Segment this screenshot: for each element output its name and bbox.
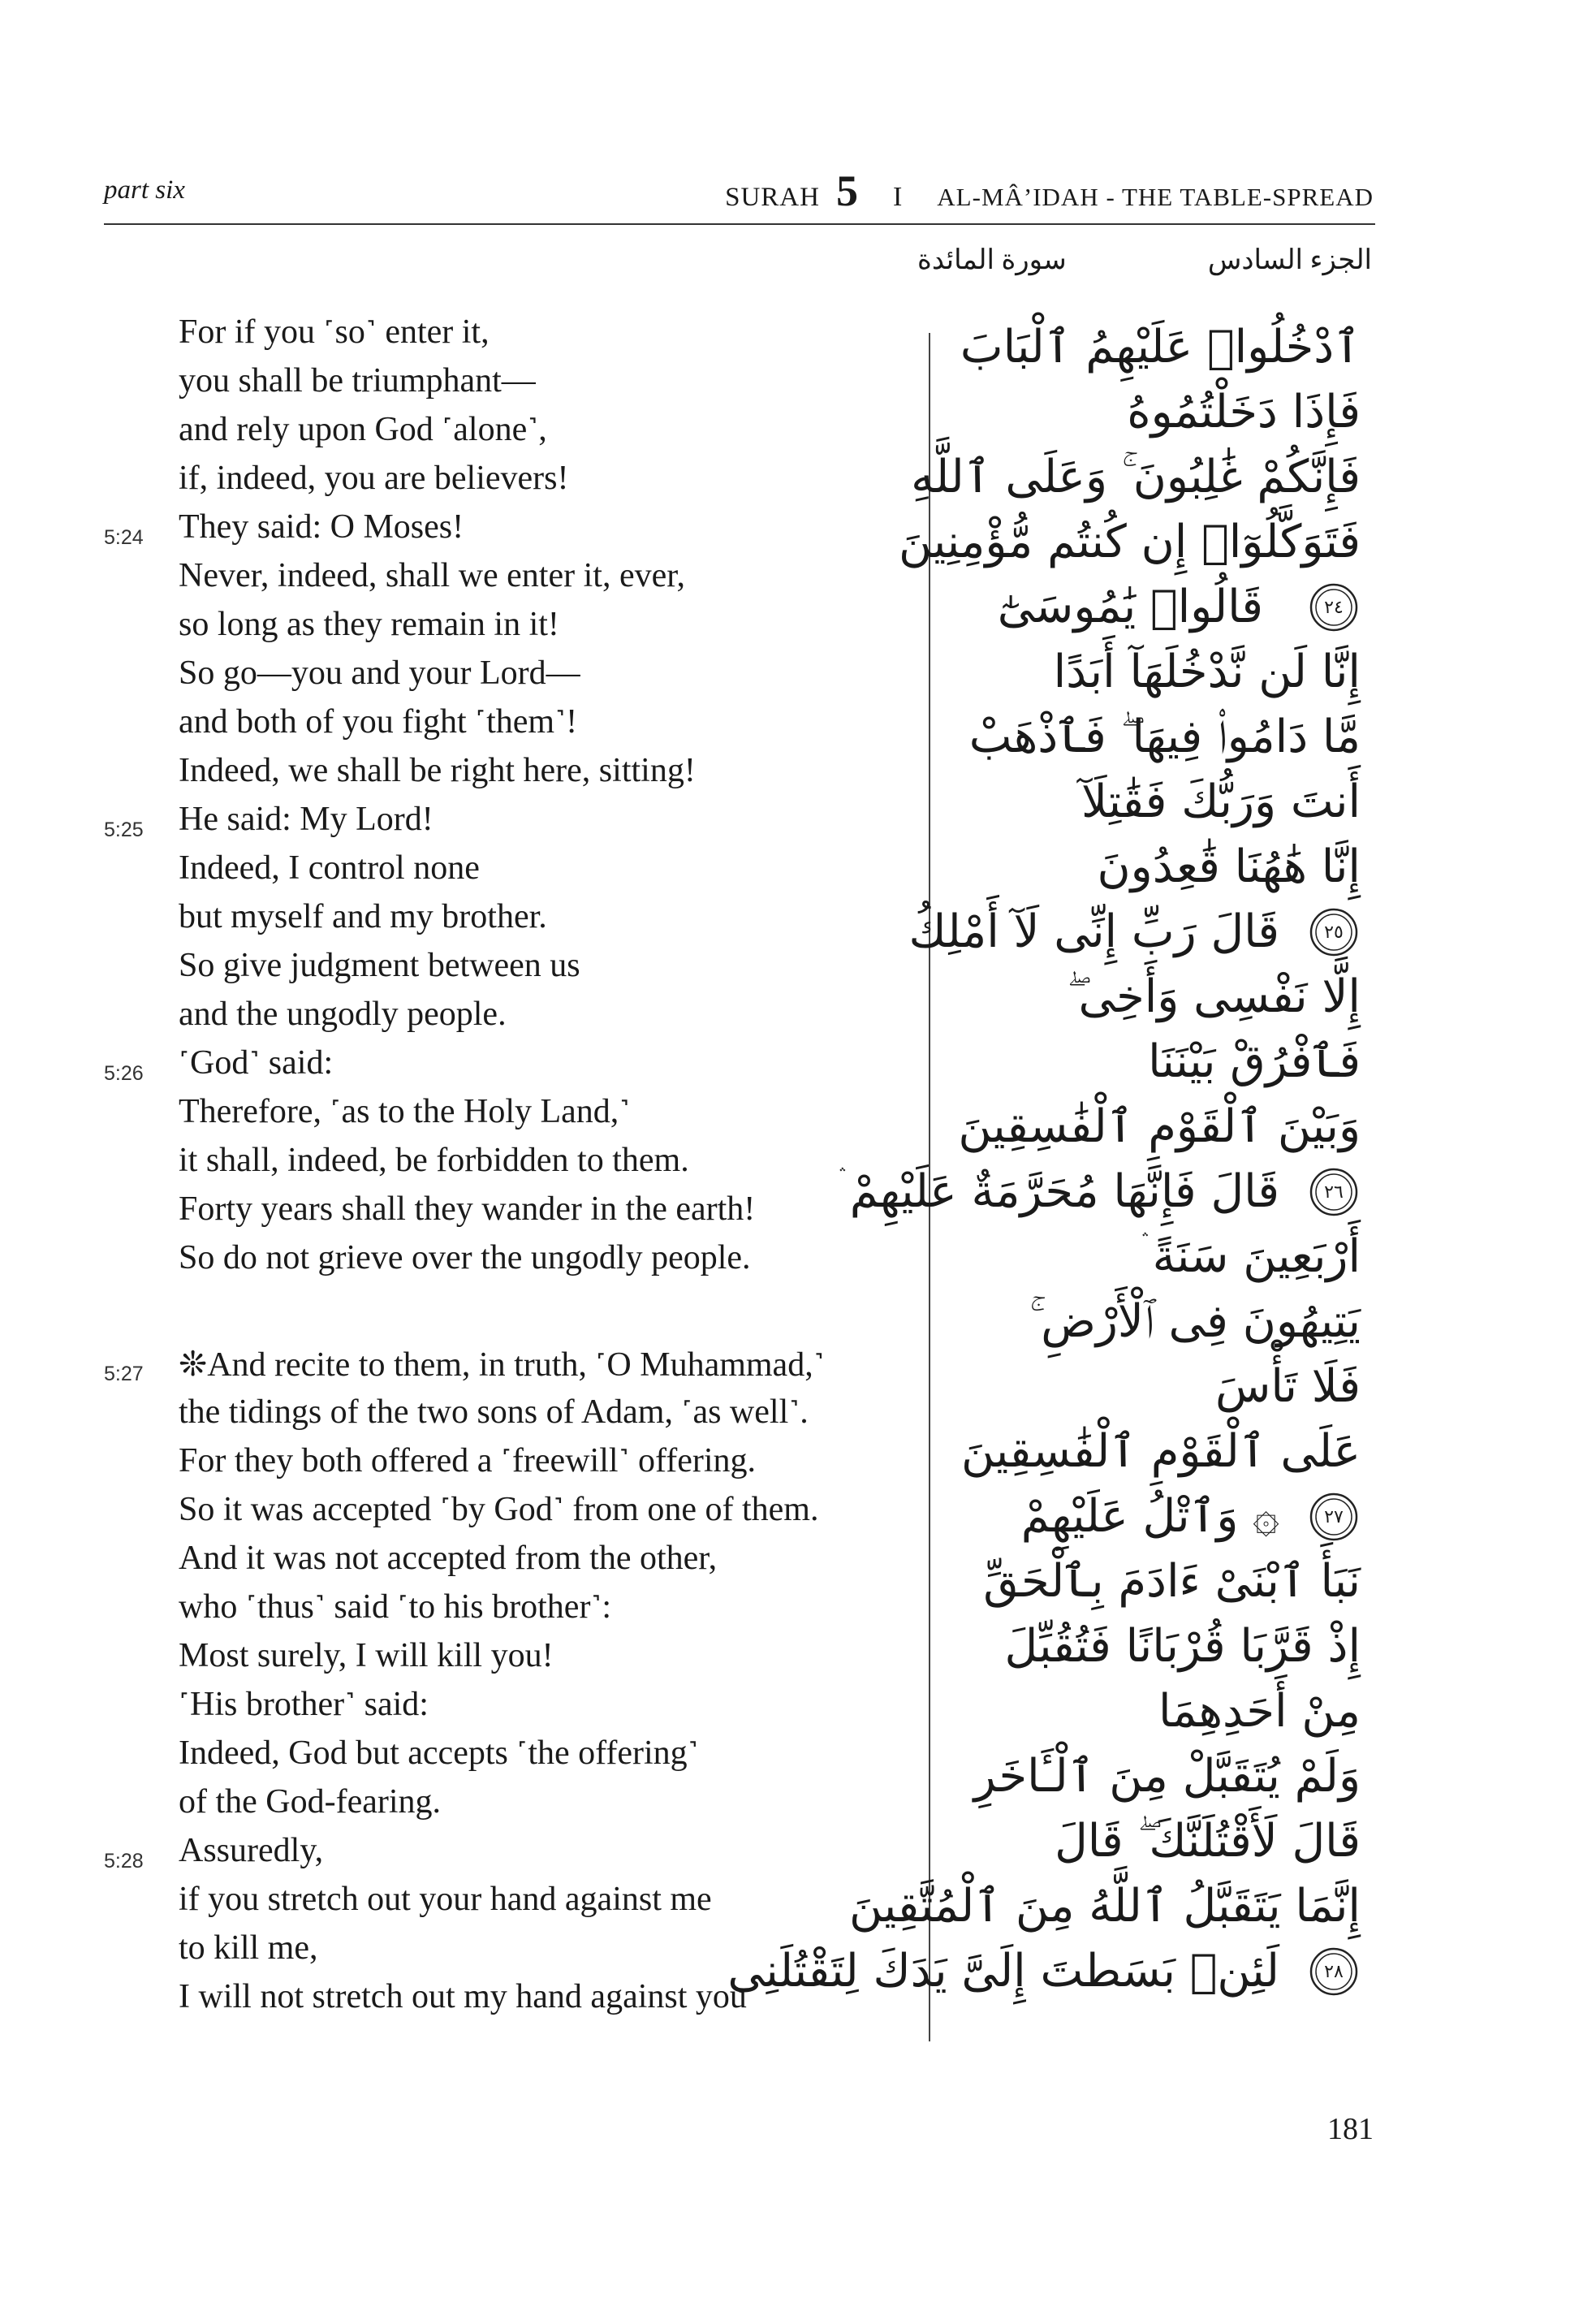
english-line: For they both offered a ˹freewill˺ offering. <box>179 1442 757 1479</box>
english-line: Forty years shall they wander in the earth! <box>179 1190 756 1228</box>
arabic-line: إِنَّمَا يَتَقَبَّلُ ٱللَّهُ مِنَ ٱلْمُتَّقِينَ <box>849 1880 1361 1933</box>
ayah-marker <box>1307 1945 1361 1998</box>
english-line: and both of you fight ˹them˺! <box>179 703 578 741</box>
arabic-line: نَبَأَ ٱبْنَىْ ءَادَمَ بِٱلْحَقِّ <box>983 1555 1361 1608</box>
arabic-line: قَالَ فَإِنَّهَا مُحَرَّمَةٌ عَلَيْهِمْ ۛ <box>838 1165 1279 1218</box>
ayah-marker <box>1307 905 1361 959</box>
arabic-line: وَلَمْ يُتَقَبَّلْ مِنَ ٱلْـَٔاخَرِ <box>973 1750 1361 1803</box>
arabic-line: فَإِنَّكُمْ غَٰلِبُونَ ۚ وَعَلَى ٱللَّهِ <box>911 451 1361 503</box>
surah-heading <box>725 166 1374 215</box>
arabic-line: إِنَّا هَٰهُنَا قَٰعِدُونَ <box>1097 840 1361 893</box>
english-line: of the God-fearing. <box>179 1783 442 1821</box>
arabic-line: أَرْبَعِينَ سَنَةً ۛ <box>1141 1230 1361 1283</box>
english-line: So go—you and your Lord— <box>179 654 580 692</box>
arabic-line: مِنْ أَحَدِهِمَا <box>1158 1685 1361 1738</box>
arabic-line: مَّا دَامُوا۟ فِيهَا ۖ فَٱذْهَبْ <box>968 711 1361 763</box>
verse-number: 5:27 <box>104 1363 144 1385</box>
english-line: So it was accepted ˹by God˺ from one of them. <box>179 1491 819 1528</box>
english-line: Indeed, we shall be right here, sitting! <box>179 752 696 789</box>
arabic-line: فَتَوَكَّلُوٓا۟ إِن كُنتُم مُّؤْمِنِينَ <box>898 516 1361 568</box>
arabic-line: عَلَى ٱلْقَوْمِ ٱلْفَٰسِقِينَ <box>960 1425 1361 1478</box>
english-line: ❊And recite to them, in truth, ˹O Muhammad,˺ <box>179 1346 825 1384</box>
english-line: Indeed, I control none <box>179 849 480 887</box>
arabic-line: يَتِيهُونَ فِى ٱلْأَرْضِ ۚ <box>1029 1295 1361 1348</box>
arabic-line: فَإِذَا دَخَلْتُمُوهُ <box>1127 386 1361 438</box>
english-line: They said: O Moses! <box>179 508 464 546</box>
ayah-number: ٢٨ <box>1324 1961 1344 1982</box>
english-line: So do not grieve over the ungodly people. <box>179 1239 751 1276</box>
english-line: if, indeed, you are believers! <box>179 460 569 497</box>
page-number: 181 <box>1327 2112 1374 2146</box>
english-line: Most surely, I will kill you! <box>179 1637 554 1674</box>
arabic-line: إِلَّا نَفْسِى وَأَخِى ۖ <box>1067 970 1361 1023</box>
english-line: ˹His brother˺ said: <box>179 1686 429 1723</box>
arabic-line: ٱدْخُلُوا۟ عَلَيْهِمُ ٱلْبَابَ <box>960 321 1361 374</box>
arabic-line: فَٱفْرُقْ بَيْنَنَا <box>1148 1035 1361 1088</box>
verse-number: 5:24 <box>104 526 144 549</box>
verse-number: 5:26 <box>104 1062 144 1085</box>
ayah-marker <box>1307 581 1361 634</box>
english-line: ˹God˺ said: <box>179 1044 334 1082</box>
verse-number: 5:28 <box>104 1850 144 1873</box>
arabic-line: فَلَا تَأْسَ <box>1215 1360 1361 1413</box>
english-line: the tidings of the two sons of Adam, ˹as well˺. <box>179 1393 809 1431</box>
english-line: and rely upon God ˹alone˺, <box>179 411 547 448</box>
english-line: Assuredly, <box>179 1832 324 1869</box>
surah-title: AL-MÂ’IDAH - THE TABLE-SPREAD <box>937 183 1374 211</box>
arabic-line: أَنتَ وَرَبُّكَ فَقَٰتِلَآ <box>1081 775 1361 828</box>
english-line: and the ungodly people. <box>179 996 507 1033</box>
arabic-line: قَالَ رَبِّ إِنِّى لَآ أَمْلِكُ <box>908 905 1279 958</box>
english-line: it shall, indeed, be forbidden to them. <box>179 1142 689 1179</box>
arabic-line: وَبَيْنَ ٱلْقَوْمِ ٱلْفَٰسِقِينَ <box>958 1100 1361 1153</box>
arabic-surah-label: سورة المائدة <box>917 245 1067 275</box>
arabic-line: لَئِنۢ بَسَطتَ إِلَىَّ يَدَكَ لِتَقْتُلَنِى <box>727 1945 1279 1998</box>
english-line: Indeed, God but accepts ˹the offering˺ <box>179 1734 699 1772</box>
surah-number: 5 <box>835 166 859 215</box>
ayah-number: ٢٧ <box>1324 1506 1344 1527</box>
arabic-line: إِذْ قَرَّبَا قُرْبَانًا فَتُقُبِّلَ <box>1004 1620 1361 1673</box>
ayah-number: ٢٤ <box>1324 597 1344 618</box>
english-line: you shall be triumphant— <box>179 362 536 400</box>
english-line: Therefore, ˹as to the Holy Land,˺ <box>179 1093 631 1130</box>
arabic-part-label: الجزء السادس <box>1207 245 1372 275</box>
ayah-marker <box>1307 1490 1361 1544</box>
arabic-line: قَالُوا۟ يَٰمُوسَىٰٓ <box>997 581 1263 633</box>
english-line: For if you ˹so˺ enter it, <box>179 313 490 351</box>
header-separator: I <box>892 182 904 212</box>
ayah-number: ٢٥ <box>1324 922 1344 943</box>
english-line: who ˹thus˺ said ˹to his brother˺: <box>179 1588 612 1626</box>
english-line: to kill me, <box>179 1929 318 1967</box>
arabic-line: قَالَ لَأَقْتُلَنَّكَ ۖ قَالَ <box>1055 1815 1361 1868</box>
surah-word: SURAH <box>725 183 820 212</box>
english-line: I will not stretch out my hand against you <box>179 1978 747 2015</box>
header-rule <box>104 223 1375 225</box>
arabic-line: ۞ وَٱتْلُ عَلَيْهِمْ <box>1020 1490 1279 1543</box>
english-line: Never, indeed, shall we enter it, ever, <box>179 557 686 594</box>
english-line: He said: My Lord! <box>179 801 434 838</box>
arabic-line: إِنَّا لَن نَّدْخُلَهَآ أَبَدًا <box>1053 646 1361 698</box>
english-line: but myself and my brother. <box>179 898 547 935</box>
ayah-number: ٢٦ <box>1324 1181 1344 1203</box>
english-line: if you stretch out your hand against me <box>179 1881 712 1918</box>
english-line: So give judgment between us <box>179 947 580 984</box>
part-label: part six <box>104 175 185 205</box>
arabic-running-header <box>917 244 1372 284</box>
ayah-marker <box>1307 1165 1361 1219</box>
verse-number: 5:25 <box>104 819 144 841</box>
english-line: so long as they remain in it! <box>179 606 559 643</box>
english-line: And it was not accepted from the other, <box>179 1540 718 1577</box>
